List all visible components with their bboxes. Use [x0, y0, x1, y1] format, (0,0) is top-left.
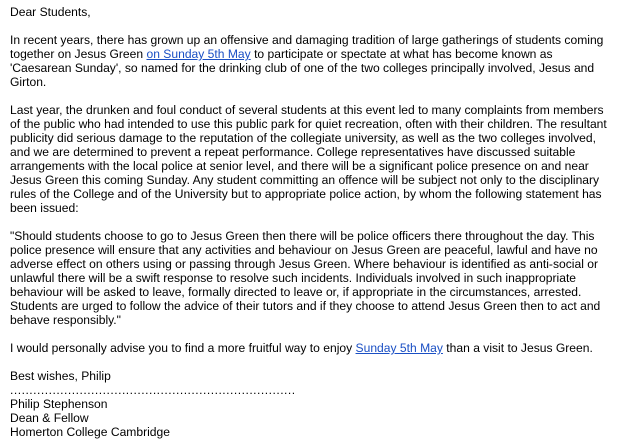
signature-organization: Homerton College Cambridge [10, 425, 170, 439]
paragraph-advice-text-start: I would personally advise you to find a more fruitful way to enjoy [10, 341, 356, 355]
police-statement-quote: "Should students choose to go to Jesus Green then there will be police officers there throughout the day. This police presence will ensure that any activities and behaviour on Jesus Green are peaceful, lawful and have no adverse effect on others using or passing through Jesus Green. Where behaviour is identified as anti-social or unlawful there will be a swift response to resolve such incidents. Individuals involved in such inappropriate behaviour will be asked to leave, formally directed to leave or, if appropriate in the circumstances, arrested. Students are urged to follow the advice of their tutors and if they choose to attend Jesus Green then to act and behave responsibly." [10, 229, 601, 327]
greeting: Dear Students, [10, 5, 91, 19]
paragraph-last-year: Last year, the drunken and foul conduct of several students at this event led to many complaints from members of the public who had intended to use this public park for quiet recreation, often with their children. The resultant publicity did serious damage to the reputation of the collegiate university, as well as the two colleges involved, and we are determined to prevent a repeat performance. College representatives have discussed suitable arrangements with the local police at senior level, and there will be a significant police presence on and near Jesus Green this coming Sunday. Any student committing an offence will be subject not only to the disciplinary rules of the College and of the University but to appropriate police action, by whom the following statement has been issued: [10, 103, 607, 215]
paragraph-intro-text-end: to participate or spectate at what has become known as 'Caesarean Sunday', so named for the drinking club of one of the two colleges principally involved, Jesus and Girton. [10, 47, 595, 89]
signature-name: Philip Stephenson [10, 397, 108, 411]
paragraph-intro [10, 33, 614, 89]
paragraph-advice-text-end: than a visit to Jesus Green. [442, 341, 593, 355]
closing-line: Best wishes, Philip [10, 369, 111, 383]
date-link-sunday-5th-may-2[interactable]: Sunday 5th May [355, 341, 443, 355]
paragraph-intro-text-start: In recent years, there has grown up an offensive and damaging tradition of large gatherings of students coming together on Jesus Green [10, 33, 604, 61]
paragraph-advice [10, 341, 614, 355]
signature-title: Dean & Fellow [10, 411, 89, 425]
date-link-sunday-5th-may[interactable]: on Sunday 5th May [146, 47, 251, 61]
signature-separator: .......................................................................... [10, 383, 296, 397]
email-body [10, 5, 614, 439]
